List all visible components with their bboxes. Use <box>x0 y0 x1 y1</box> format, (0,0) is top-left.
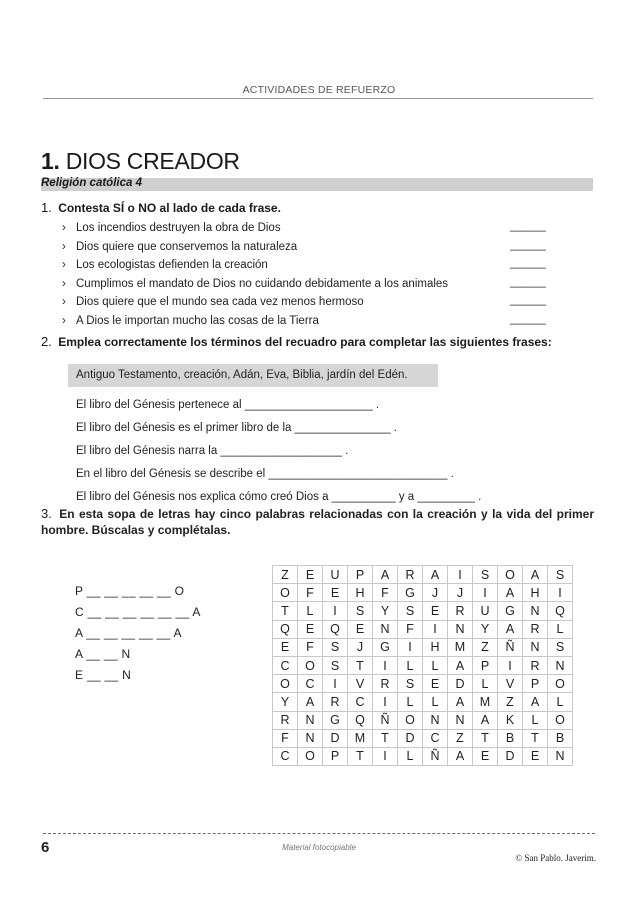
grid-cell: N <box>298 729 323 747</box>
subject-band <box>41 178 593 191</box>
grid-cell: L <box>398 747 423 765</box>
grid-cell: O <box>298 747 323 765</box>
grid-cell: S <box>348 602 373 620</box>
grid-cell: A <box>523 566 548 584</box>
grid-cell: Z <box>498 693 523 711</box>
grid-row <box>273 747 573 765</box>
grid-cell: A <box>448 747 473 765</box>
grid-cell: S <box>548 638 573 656</box>
q1-instruction: Contesta SÍ o NO al lado de cada frase. <box>58 201 281 215</box>
bullet-mark: › <box>62 296 66 309</box>
q2-heading <box>41 334 552 349</box>
grid-cell: J <box>423 584 448 602</box>
grid-cell: R <box>523 656 548 674</box>
grid-cell: S <box>323 638 348 656</box>
grid-cell: S <box>323 656 348 674</box>
q1-item-text: Dios quiere que conservemos la naturaleza <box>76 240 298 253</box>
grid-cell: A <box>448 656 473 674</box>
grid-cell: N <box>298 711 323 729</box>
grid-cell: L <box>398 656 423 674</box>
grid-cell: S <box>473 566 498 584</box>
grid-cell: I <box>398 638 423 656</box>
grid-cell: F <box>298 638 323 656</box>
grid-cell: F <box>373 584 398 602</box>
grid-cell: K <box>498 711 523 729</box>
q1-number: 1. <box>41 200 52 215</box>
grid-cell: J <box>348 638 373 656</box>
fill-sentence: El libro del Génesis pertenece al ____________________ . <box>76 399 380 411</box>
bullet-mark: › <box>62 240 66 253</box>
word-clue: E __ __ N <box>75 668 132 682</box>
grid-cell: S <box>548 566 573 584</box>
grid-cell: N <box>373 620 398 638</box>
grid-cell: T <box>348 656 373 674</box>
grid-cell: Y <box>373 602 398 620</box>
grid-cell: G <box>498 602 523 620</box>
title-text: DIOS CREADOR <box>65 148 240 174</box>
grid-cell: E <box>298 620 323 638</box>
grid-cell: L <box>548 620 573 638</box>
grid-cell: C <box>273 656 298 674</box>
grid-row <box>273 638 573 656</box>
grid-cell: T <box>473 729 498 747</box>
footer-rule <box>43 833 595 834</box>
q3-heading <box>41 506 594 538</box>
fill-sentence: El libro del Génesis narra la ___________________ . <box>76 445 349 457</box>
q1-item-text: Los ecologistas defienden la creación <box>76 259 268 272</box>
grid-cell: D <box>323 729 348 747</box>
q1-item <box>62 312 546 331</box>
header-rule <box>43 98 593 99</box>
grid-cell: P <box>348 566 373 584</box>
grid-cell: C <box>423 729 448 747</box>
grid-cell: E <box>323 584 348 602</box>
answer-blank: ______ <box>510 238 546 251</box>
grid-cell: U <box>323 566 348 584</box>
grid-cell: S <box>398 602 423 620</box>
grid-cell: O <box>548 675 573 693</box>
grid-cell: Q <box>273 620 298 638</box>
grid-cell: E <box>348 620 373 638</box>
grid-cell: Z <box>473 638 498 656</box>
grid-cell: Z <box>273 566 298 584</box>
grid-cell: Ñ <box>373 711 398 729</box>
grid-row <box>273 729 573 747</box>
q2-number: 2. <box>41 334 52 349</box>
grid-cell: L <box>523 711 548 729</box>
grid-cell: G <box>398 584 423 602</box>
grid-cell: I <box>498 656 523 674</box>
grid-cell: R <box>273 711 298 729</box>
grid-cell: O <box>548 711 573 729</box>
grid-row <box>273 602 573 620</box>
grid-cell: E <box>473 747 498 765</box>
grid-cell: J <box>448 584 473 602</box>
header-title: ACTIVIDADES DE REFUERZO <box>242 84 396 96</box>
grid-cell: D <box>448 675 473 693</box>
grid-cell: N <box>423 711 448 729</box>
grid-row <box>273 620 573 638</box>
word-search-grid <box>272 565 573 766</box>
word-clue: P __ __ __ __ __ O <box>75 584 185 598</box>
q3-instruction: En esta sopa de letras hay cinco palabras relacionadas con la creación y la vida del primer hombre. Búscalas y complétalas. <box>41 507 595 537</box>
word-clue: C __ __ __ __ __ __ A <box>75 605 201 619</box>
q1-item-text: A Dios le importan mucho las cosas de la Tierra <box>76 314 319 327</box>
grid-cell: Q <box>348 711 373 729</box>
grid-cell: R <box>398 566 423 584</box>
grid-cell: A <box>473 711 498 729</box>
answer-blank: ______ <box>510 294 546 307</box>
grid-cell: G <box>323 711 348 729</box>
grid-cell: L <box>423 656 448 674</box>
fill-lines <box>76 396 481 511</box>
grid-cell: R <box>448 602 473 620</box>
grid-row <box>273 656 573 674</box>
clue-list <box>75 584 201 689</box>
grid-cell: B <box>548 729 573 747</box>
grid-cell: Ñ <box>498 638 523 656</box>
grid-cell: Y <box>473 620 498 638</box>
grid-cell: I <box>373 693 398 711</box>
grid-cell: Q <box>548 602 573 620</box>
grid-cell: U <box>473 602 498 620</box>
grid-cell: I <box>373 747 398 765</box>
grid-cell: H <box>423 638 448 656</box>
grid-cell: N <box>548 656 573 674</box>
grid-cell: O <box>498 566 523 584</box>
grid-cell: A <box>298 693 323 711</box>
grid-cell: T <box>373 729 398 747</box>
grid-cell: O <box>273 584 298 602</box>
answer-blank: ______ <box>510 275 546 288</box>
q2-instruction: Emplea correctamente los términos del recuadro para completar las siguientes frases: <box>58 335 552 349</box>
grid-cell: I <box>448 566 473 584</box>
grid-row <box>273 693 573 711</box>
grid-cell: D <box>498 747 523 765</box>
q1-item <box>62 256 546 275</box>
grid-cell: Z <box>448 729 473 747</box>
grid-cell: E <box>523 747 548 765</box>
wordbank-box: Antiguo Testamento, creación, Adán, Eva, Biblia, jardín del Edén. <box>68 364 438 387</box>
grid-cell: A <box>448 693 473 711</box>
grid-cell: T <box>273 602 298 620</box>
grid-cell: N <box>523 638 548 656</box>
grid-cell: C <box>273 747 298 765</box>
grid-cell: R <box>523 620 548 638</box>
fill-sentence: En el libro del Génesis se describe el ____________________________ . <box>76 468 454 480</box>
grid-cell: L <box>473 675 498 693</box>
grid-cell: G <box>373 638 398 656</box>
grid-cell: L <box>398 693 423 711</box>
grid-cell: M <box>473 693 498 711</box>
bullet-mark: › <box>62 314 66 327</box>
grid-cell: E <box>298 566 323 584</box>
grid-cell: L <box>548 693 573 711</box>
grid-cell: B <box>498 729 523 747</box>
grid-row <box>273 584 573 602</box>
answer-blank: ______ <box>510 312 546 325</box>
grid-cell: V <box>348 675 373 693</box>
grid-cell: C <box>298 675 323 693</box>
grid-cell: Q <box>323 620 348 638</box>
grid-cell: N <box>523 602 548 620</box>
grid-cell: N <box>448 711 473 729</box>
grid-cell: D <box>398 729 423 747</box>
grid-cell: I <box>548 584 573 602</box>
page-title <box>41 148 240 175</box>
grid-cell: Y <box>273 693 298 711</box>
q1-item-text: Los incendios destruyen la obra de Dios <box>76 222 281 234</box>
grid-cell: E <box>273 638 298 656</box>
fill-sentence: El libro del Génesis nos explica cómo creó Dios a __________ y a _________ . <box>76 491 482 503</box>
grid-cell: I <box>423 620 448 638</box>
answer-blank: ______ <box>510 257 546 270</box>
grid-cell: F <box>398 620 423 638</box>
grid-cell: A <box>373 566 398 584</box>
grid-cell: A <box>498 620 523 638</box>
grid-cell: O <box>298 656 323 674</box>
bullet-mark: › <box>62 259 66 272</box>
grid-cell: A <box>523 693 548 711</box>
grid-cell: S <box>398 675 423 693</box>
bullet-mark: › <box>62 277 66 290</box>
grid-cell: N <box>548 747 573 765</box>
grid-cell: P <box>323 747 348 765</box>
grid-cell: I <box>323 602 348 620</box>
q1-item-text: Cumplimos el mandato de Dios no cuidando debidamente a los animales <box>76 277 449 290</box>
word-clue: A __ __ N <box>75 647 131 661</box>
grid-cell: L <box>298 602 323 620</box>
photocopy-note: Material fotocopiable <box>282 843 356 852</box>
grid-row <box>273 675 573 693</box>
grid-cell: N <box>448 620 473 638</box>
grid-cell: I <box>323 675 348 693</box>
grid-cell: E <box>423 602 448 620</box>
grid-cell: I <box>373 656 398 674</box>
grid-cell: F <box>298 584 323 602</box>
q1-item <box>62 238 546 257</box>
grid-cell: V <box>498 675 523 693</box>
grid-cell: A <box>498 584 523 602</box>
grid-cell: T <box>348 747 373 765</box>
q1-bullet-list <box>62 219 546 331</box>
q3-number: 3. <box>41 506 52 521</box>
subject-label: Religión católica 4 <box>41 177 142 189</box>
fill-sentence: El libro del Génesis es el primer libro de la _______________ . <box>76 422 397 434</box>
page-number: 6 <box>41 839 50 856</box>
grid-cell: M <box>448 638 473 656</box>
grid-cell: F <box>273 729 298 747</box>
grid-cell: M <box>348 729 373 747</box>
grid-cell: H <box>523 584 548 602</box>
bullet-mark: › <box>62 222 66 234</box>
grid-cell: O <box>398 711 423 729</box>
q1-item <box>62 219 546 238</box>
grid-cell: H <box>348 584 373 602</box>
grid-cell: R <box>323 693 348 711</box>
grid-cell: Ñ <box>423 747 448 765</box>
grid-cell: T <box>523 729 548 747</box>
grid-row <box>273 711 573 729</box>
q1-item <box>62 275 546 294</box>
grid-row <box>273 566 573 584</box>
q1-item <box>62 293 546 312</box>
grid-cell: L <box>423 693 448 711</box>
grid-cell: A <box>423 566 448 584</box>
word-clue: A __ __ __ __ __ A <box>75 626 182 640</box>
q1-heading <box>41 200 281 215</box>
grid-cell: P <box>473 656 498 674</box>
grid-cell: C <box>348 693 373 711</box>
grid-cell: P <box>523 675 548 693</box>
answer-blank: ______ <box>510 220 546 232</box>
q1-item-text: Dios quiere que el mundo sea cada vez menos hermoso <box>76 296 364 309</box>
grid-cell: R <box>373 675 398 693</box>
title-number: 1. <box>41 148 60 174</box>
grid-cell: O <box>273 675 298 693</box>
grid-cell: I <box>473 584 498 602</box>
grid-cell: E <box>423 675 448 693</box>
copyright: © San Pablo. Javerim. <box>515 853 596 863</box>
